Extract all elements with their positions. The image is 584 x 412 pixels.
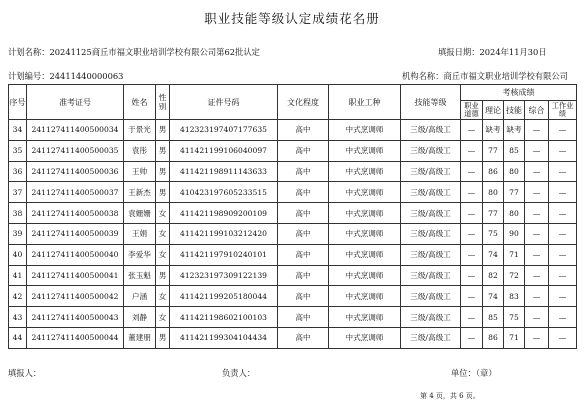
cell-seq: 42 <box>9 286 27 307</box>
header-work: 工作业绩 <box>549 101 577 120</box>
cell-theory: 82 <box>483 265 504 286</box>
cell-ethics: — <box>461 161 483 182</box>
cell-overall: — <box>525 265 549 286</box>
cell-overall: — <box>525 182 549 203</box>
cell-overall: — <box>525 203 549 224</box>
cell-skill: 71 <box>504 327 525 348</box>
cell-skill: 75 <box>504 307 525 328</box>
cell-theory: 缺考 <box>483 120 504 141</box>
cell-job: 中式烹调师 <box>329 223 401 244</box>
cell-name: 张玉魁 <box>124 265 156 286</box>
cell-name: 李爱华 <box>124 244 156 265</box>
table-row <box>9 182 577 203</box>
cell-level: 三级/高级工 <box>401 286 461 307</box>
cell-job: 中式烹调师 <box>329 161 401 182</box>
cell-skill: 83 <box>504 286 525 307</box>
cell-level: 三级/高级工 <box>401 307 461 328</box>
cell-overall: — <box>525 244 549 265</box>
cell-theory: 86 <box>483 161 504 182</box>
table-row <box>9 120 577 141</box>
header-ethics: 职业道德 <box>461 101 483 120</box>
cell-gender: 女 <box>156 307 170 328</box>
cell-seq: 43 <box>9 307 27 328</box>
fill-date: 2024年11月30日 <box>479 47 547 57</box>
header-edu: 文化程度 <box>278 85 329 120</box>
cell-ethics: — <box>461 120 483 141</box>
org-name-row <box>402 70 568 82</box>
cell-edu: 高中 <box>278 244 329 265</box>
cell-edu: 高中 <box>278 265 329 286</box>
cell-seq: 35 <box>9 140 27 161</box>
cell-ticket: 241127411400500035 <box>27 140 124 161</box>
cell-work: — <box>549 223 577 244</box>
cell-skill: 缺考 <box>504 120 525 141</box>
cell-id: 411421197910240101 <box>170 244 278 265</box>
cell-level: 三级/高级工 <box>401 244 461 265</box>
cell-gender: 女 <box>156 286 170 307</box>
cell-skill: 71 <box>504 244 525 265</box>
cell-name: 袁姗姗 <box>124 203 156 224</box>
org-name: 商丘市福文职业培训学校有限公司 <box>443 71 568 81</box>
cell-seq: 38 <box>9 203 27 224</box>
header-overall: 综合 <box>525 101 549 120</box>
cell-level: 三级/高级工 <box>401 140 461 161</box>
table-row <box>9 140 577 161</box>
cell-gender: 男 <box>156 327 170 348</box>
cell-work: — <box>549 327 577 348</box>
cell-seq: 41 <box>9 265 27 286</box>
cell-name: 王新杰 <box>124 182 156 203</box>
cell-level: 三级/高级工 <box>401 223 461 244</box>
cell-gender: 男 <box>156 120 170 141</box>
cell-edu: 高中 <box>278 120 329 141</box>
header-ticket: 准考证号 <box>27 85 124 120</box>
cell-level: 三级/高级工 <box>401 327 461 348</box>
cell-id: 411421198909200109 <box>170 203 278 224</box>
cell-id: 412323197407177635 <box>170 120 278 141</box>
cell-level: 三级/高级工 <box>401 161 461 182</box>
cell-name: 王娟 <box>124 223 156 244</box>
cell-overall: — <box>525 223 549 244</box>
cell-ticket: 241127411400500042 <box>27 286 124 307</box>
cell-name: 于景光 <box>124 120 156 141</box>
table-row <box>9 327 577 348</box>
cell-id: 411421198911143633 <box>170 161 278 182</box>
page-number: 第 4 页，共 6 页。 <box>420 392 480 400</box>
cell-skill: 80 <box>504 161 525 182</box>
cell-edu: 高中 <box>278 286 329 307</box>
cell-theory: 85 <box>483 307 504 328</box>
cell-ethics: — <box>461 286 483 307</box>
cell-skill: 80 <box>504 203 525 224</box>
plan-name: 20241125商丘市福文职业培训学校有限公司第62批认定 <box>49 47 260 57</box>
cell-ticket: 241127411400500036 <box>27 161 124 182</box>
cell-id: 410423197605233515 <box>170 182 278 203</box>
cell-gender: 男 <box>156 161 170 182</box>
plan-name-label: 计划名称： <box>8 47 50 57</box>
header-level: 技能等级 <box>401 85 461 120</box>
cell-edu: 高中 <box>278 223 329 244</box>
table-row <box>9 223 577 244</box>
fill-date-row <box>438 46 547 58</box>
cell-work: — <box>549 120 577 141</box>
header-name: 姓名 <box>124 85 156 120</box>
cell-edu: 高中 <box>278 307 329 328</box>
cell-gender: 女 <box>156 244 170 265</box>
cell-work: — <box>549 244 577 265</box>
cell-ethics: — <box>461 307 483 328</box>
cell-id: 411421199103212420 <box>170 223 278 244</box>
cell-job: 中式烹调师 <box>329 307 401 328</box>
unit-seal-label: 单位：（章） <box>451 368 497 378</box>
cell-theory: 74 <box>483 286 504 307</box>
cell-edu: 高中 <box>278 140 329 161</box>
cell-skill: 90 <box>504 223 525 244</box>
cell-edu: 高中 <box>278 182 329 203</box>
cell-work: — <box>549 140 577 161</box>
cell-overall: — <box>525 307 549 328</box>
cell-ethics: — <box>461 327 483 348</box>
cell-id: 411421199205180044 <box>170 286 278 307</box>
cell-ethics: — <box>461 265 483 286</box>
table-row <box>9 265 577 286</box>
cell-theory: 75 <box>483 223 504 244</box>
cell-ticket: 241127411400500034 <box>27 120 124 141</box>
header-scores: 考核成绩 <box>461 85 577 101</box>
cell-gender: 女 <box>156 203 170 224</box>
cell-seq: 39 <box>9 223 27 244</box>
cell-name: 户涵 <box>124 286 156 307</box>
cell-ticket: 241127411400500040 <box>27 244 124 265</box>
cell-work: — <box>549 265 577 286</box>
header-gender: 性别 <box>156 85 170 120</box>
cell-job: 中式烹调师 <box>329 327 401 348</box>
cell-ticket: 241127411400500041 <box>27 265 124 286</box>
cell-level: 三级/高级工 <box>401 182 461 203</box>
cell-gender: 女 <box>156 223 170 244</box>
cell-gender: 男 <box>156 140 170 161</box>
cell-ethics: — <box>461 140 483 161</box>
cell-work: — <box>549 182 577 203</box>
cell-skill: 85 <box>504 140 525 161</box>
cell-ethics: — <box>461 244 483 265</box>
responsible-signature-label: 负责人： <box>222 368 256 378</box>
cell-gender: 男 <box>156 265 170 286</box>
plan-no-label: 计划编号： <box>8 71 50 81</box>
cell-level: 三级/高级工 <box>401 265 461 286</box>
header-id: 证件号码 <box>170 85 278 120</box>
cell-seq: 44 <box>9 327 27 348</box>
header-skill: 技能 <box>504 101 525 120</box>
cell-overall: — <box>525 140 549 161</box>
cell-seq: 37 <box>9 182 27 203</box>
cell-name: 袁彤 <box>124 140 156 161</box>
plan-name-row <box>8 46 260 58</box>
cell-work: — <box>549 307 577 328</box>
cell-seq: 36 <box>9 161 27 182</box>
cell-level: 三级/高级工 <box>401 120 461 141</box>
cell-ethics: — <box>461 223 483 244</box>
cell-level: 三级/高级工 <box>401 203 461 224</box>
cell-overall: — <box>525 161 549 182</box>
cell-ethics: — <box>461 182 483 203</box>
cell-name: 王帅 <box>124 161 156 182</box>
cell-seq: 40 <box>9 244 27 265</box>
cell-edu: 高中 <box>278 203 329 224</box>
cell-edu: 高中 <box>278 327 329 348</box>
cell-id: 411421199304104434 <box>170 327 278 348</box>
cell-ticket: 241127411400500044 <box>27 327 124 348</box>
cell-job: 中式烹调师 <box>329 140 401 161</box>
cell-name: 刘静 <box>124 307 156 328</box>
cell-theory: 77 <box>483 203 504 224</box>
table-row <box>9 286 577 307</box>
cell-job: 中式烹调师 <box>329 286 401 307</box>
cell-id: 411421199106040097 <box>170 140 278 161</box>
cell-gender: 男 <box>156 182 170 203</box>
cell-id: 411421198602100103 <box>170 307 278 328</box>
document-title: 职业技能等级认定成绩花名册 <box>204 11 380 26</box>
cell-overall: — <box>525 120 549 141</box>
cell-job: 中式烹调师 <box>329 120 401 141</box>
cell-theory: 74 <box>483 244 504 265</box>
table-row <box>9 161 577 182</box>
cell-edu: 高中 <box>278 161 329 182</box>
cell-overall: — <box>525 327 549 348</box>
table-row <box>9 307 577 328</box>
plan-no-row <box>8 70 123 82</box>
cell-work: — <box>549 286 577 307</box>
cell-overall: — <box>525 286 549 307</box>
header-seq: 序号 <box>9 85 27 120</box>
cell-work: — <box>549 161 577 182</box>
cell-ethics: — <box>461 203 483 224</box>
cell-job: 中式烹调师 <box>329 182 401 203</box>
cell-theory: 77 <box>483 140 504 161</box>
cell-theory: 80 <box>483 182 504 203</box>
cell-seq: 34 <box>9 120 27 141</box>
cell-ticket: 241127411400500038 <box>27 203 124 224</box>
filler-signature-label: 填报人： <box>8 368 42 378</box>
cell-job: 中式烹调师 <box>329 244 401 265</box>
header-job: 职业工种 <box>329 85 401 120</box>
cell-work: — <box>549 203 577 224</box>
cell-theory: 86 <box>483 327 504 348</box>
cell-ticket: 241127411400500039 <box>27 223 124 244</box>
roster-body <box>9 120 577 349</box>
plan-no: 24411440000063 <box>49 71 124 81</box>
cell-ticket: 241127411400500037 <box>27 182 124 203</box>
cell-skill: 72 <box>504 265 525 286</box>
cell-job: 中式烹调师 <box>329 203 401 224</box>
score-roster-table <box>8 84 577 349</box>
cell-skill: 77 <box>504 182 525 203</box>
table-row <box>9 203 577 224</box>
table-row <box>9 244 577 265</box>
cell-name: 董建朋 <box>124 327 156 348</box>
cell-ticket: 241127411400500043 <box>27 307 124 328</box>
fill-date-label: 填报日期： <box>438 47 480 57</box>
cell-job: 中式烹调师 <box>329 265 401 286</box>
header-theory: 理论 <box>483 101 504 120</box>
org-name-label: 机构名称： <box>402 71 444 81</box>
cell-id: 412323197309122139 <box>170 265 278 286</box>
